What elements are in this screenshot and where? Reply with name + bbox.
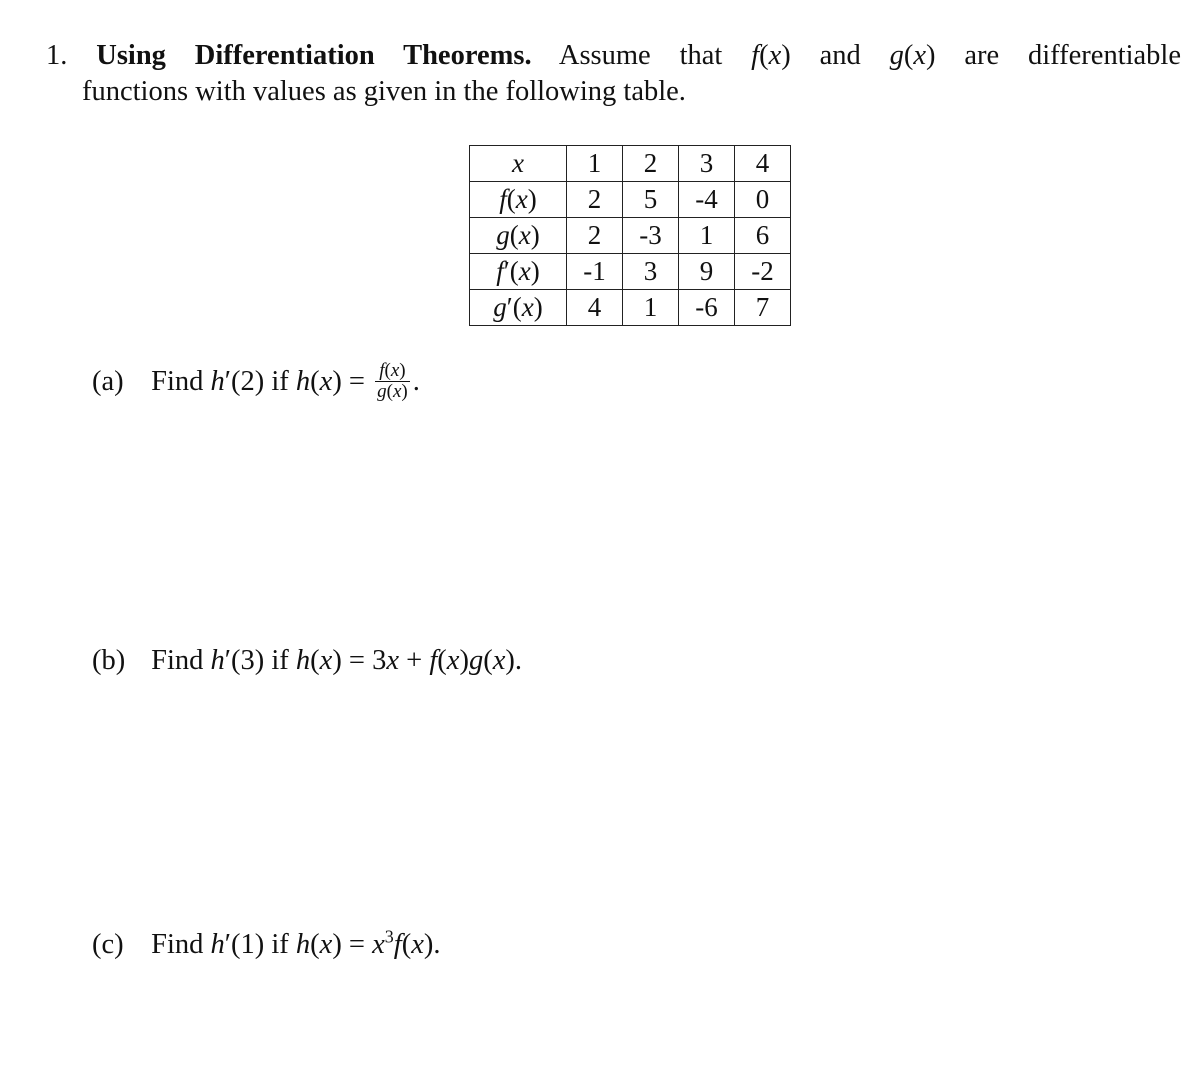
table-cell: -2	[735, 254, 791, 290]
part-b	[92, 643, 522, 679]
fraction: $\frac{f(x)}{g(x)}$	[377, 360, 408, 402]
table-cell: -3	[623, 218, 679, 254]
table-header-x: x	[470, 146, 567, 182]
problem-number: 1.	[46, 40, 68, 71]
table-cell: 3	[623, 254, 679, 290]
problem-title: Using Differentiation Theorems.	[96, 40, 532, 71]
part-b-label: (b)	[92, 645, 126, 676]
part-a	[92, 360, 420, 404]
problem-statement-line-1	[46, 38, 1181, 74]
table-cell: 5	[623, 182, 679, 218]
table-row	[470, 218, 791, 254]
table-row-label: f(x)	[470, 182, 567, 218]
table-cell: 1	[679, 218, 735, 254]
table-header-cell: 2	[623, 146, 679, 182]
part-a-label: (a)	[92, 366, 124, 398]
table-row-label: g′(x)	[470, 290, 567, 326]
table-cell: 9	[679, 254, 735, 290]
table-row-label: g(x)	[470, 218, 567, 254]
table-cell: -4	[679, 182, 735, 218]
table-header-cell: 3	[679, 146, 735, 182]
table-cell: 6	[735, 218, 791, 254]
table-cell: 2	[567, 218, 623, 254]
part-c-question: Find h′(1) if $h(x) = x^3f(x)$.	[151, 926, 441, 960]
function-values-table	[469, 145, 791, 326]
table-row	[470, 290, 791, 326]
table-cell: -1	[567, 254, 623, 290]
table-cell: -6	[679, 290, 735, 326]
table-cell: 1	[623, 290, 679, 326]
problem-intro-1: Assume that f(x) and g(x) are differentiable	[558, 40, 1181, 71]
table-cell: 4	[567, 290, 623, 326]
part-c-label: (c)	[92, 928, 124, 960]
table-row-label: f′(x)	[470, 254, 567, 290]
problem-intro-2: functions with values as given in the following table.	[82, 76, 686, 107]
table-row	[470, 182, 791, 218]
part-c	[92, 918, 441, 963]
part-b-question: Find h′(3) if h(x) = 3x + f(x)g(x).	[151, 645, 522, 676]
table-header-row	[470, 146, 791, 182]
table-header-cell: 1	[567, 146, 623, 182]
table-cell: 2	[567, 182, 623, 218]
table-cell: 0	[735, 182, 791, 218]
part-a-question: Find h′(2) if h(x) = $\frac{f(x)}{g(x)}$ .	[151, 360, 420, 402]
table-header-cell: 4	[735, 146, 791, 182]
table-row	[470, 254, 791, 290]
table-cell: 7	[735, 290, 791, 326]
